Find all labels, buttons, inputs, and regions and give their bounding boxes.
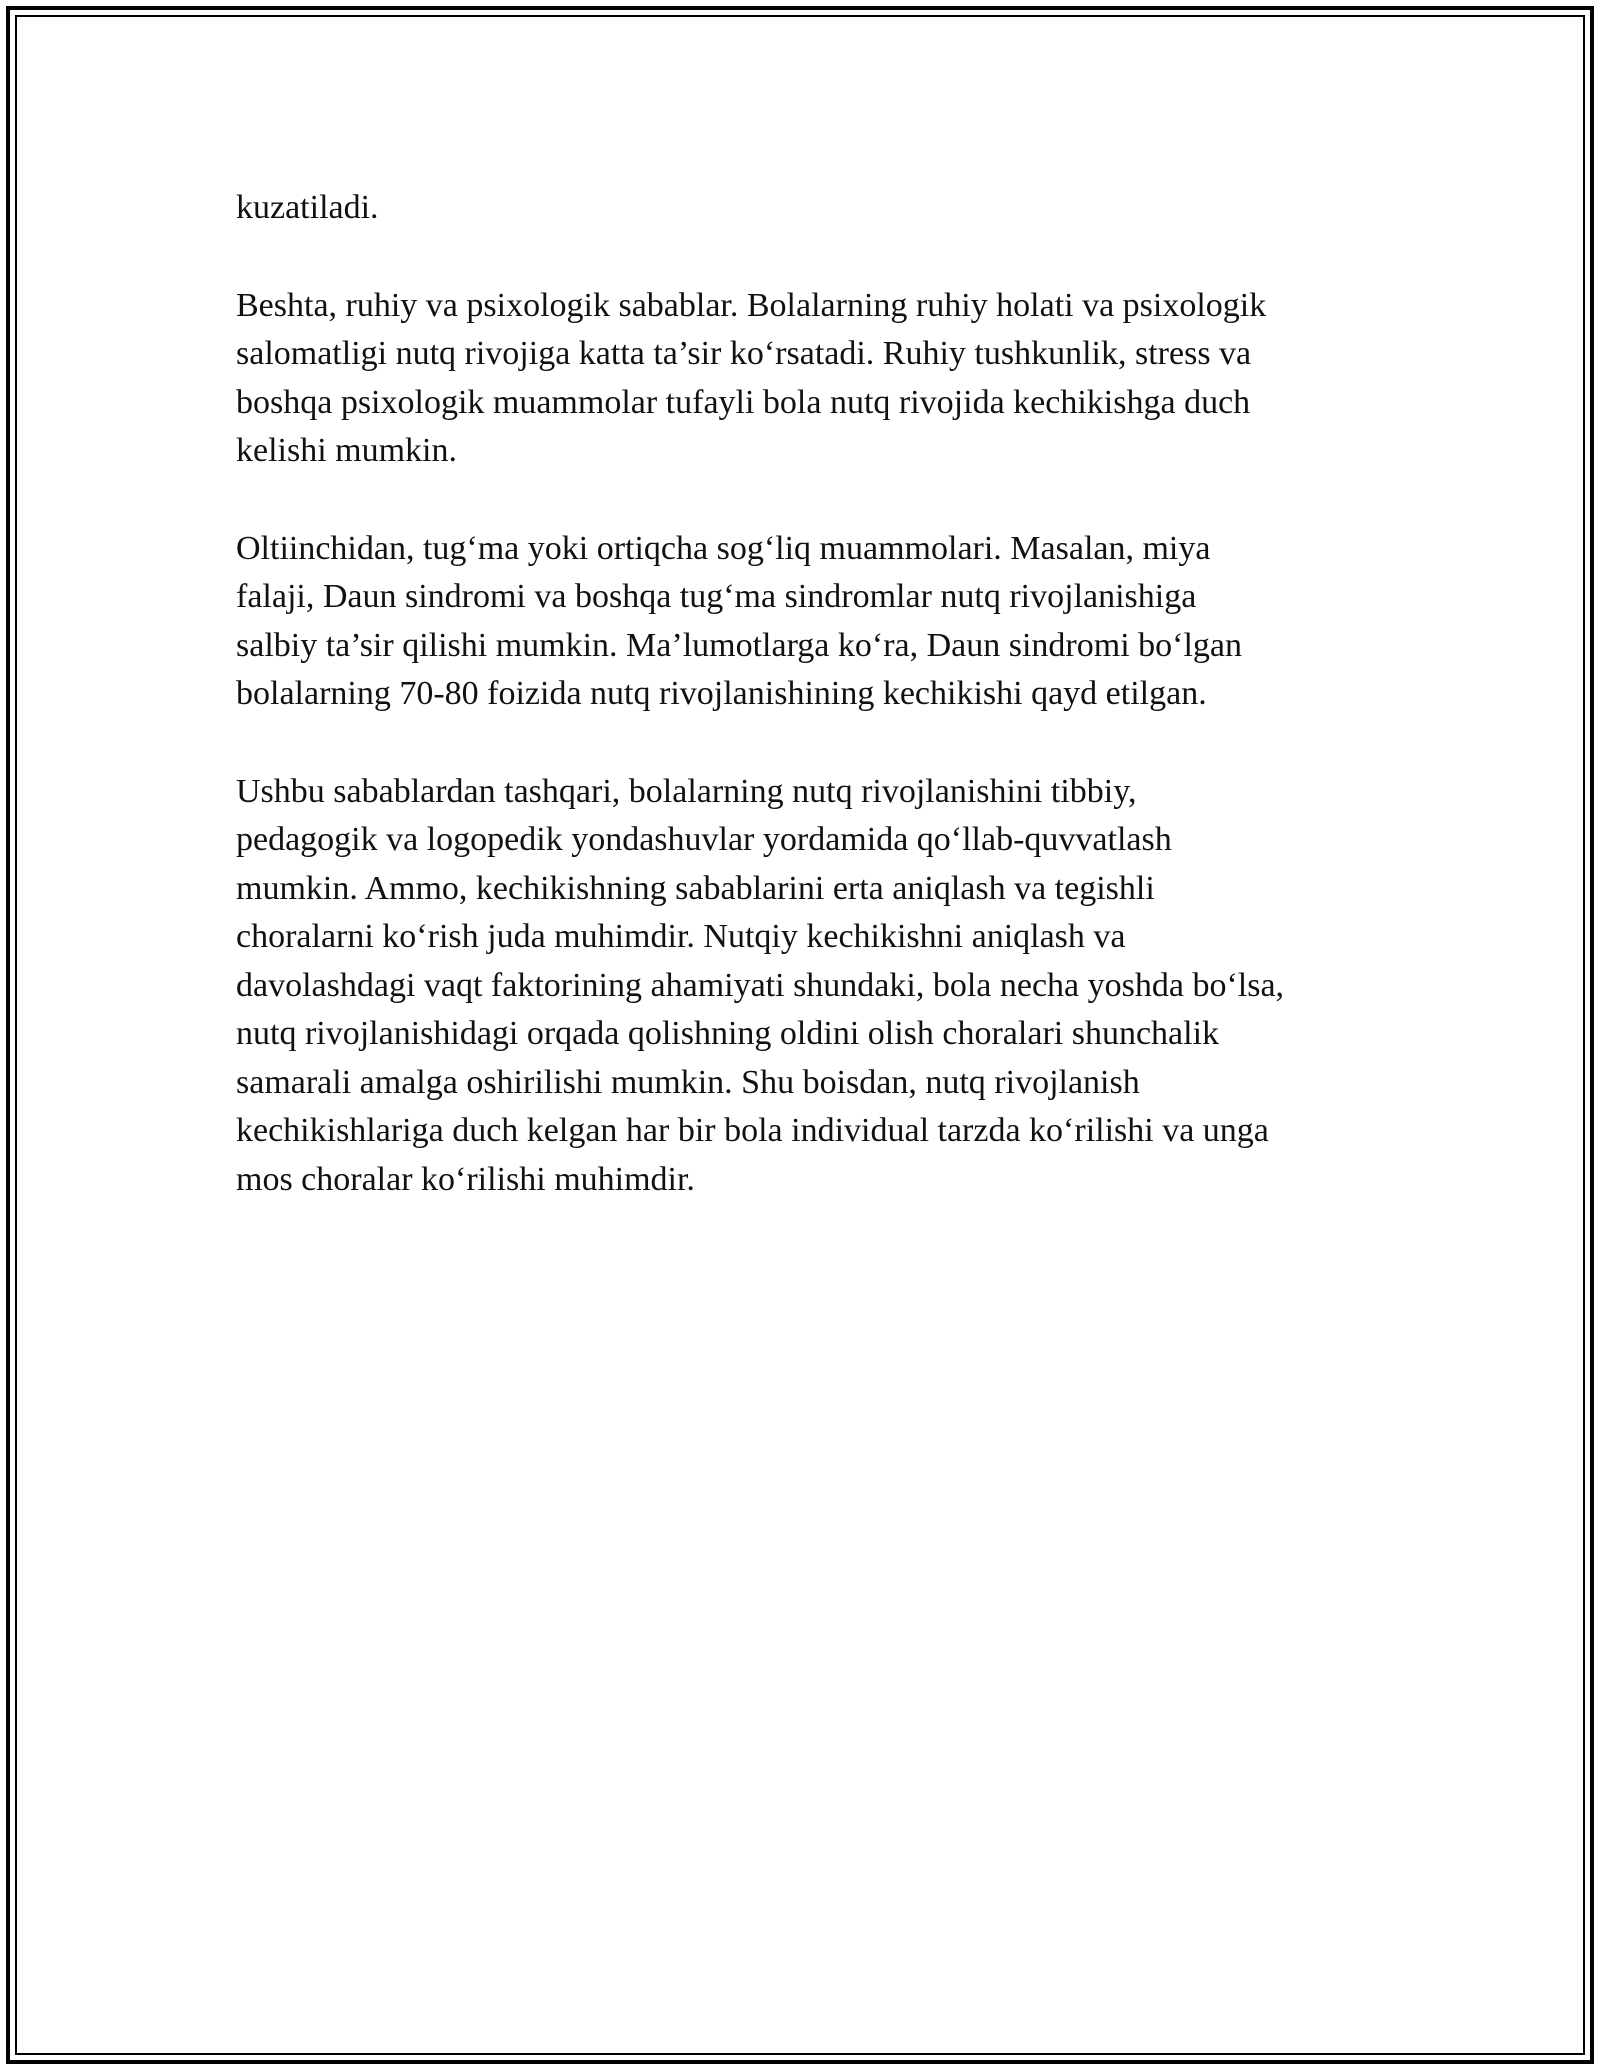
document-body [236, 184, 1366, 1253]
paragraph-conclusion: Ushbu sabablardan tashqari, bolalarning nutq rivojlanishini tibbiy, pedagogik va logopedik yondashuvlar yordamida qo‘llab-quvvatlash mumkin. Ammo, kechikishning sabablarini erta aniqlash va tegishli choralarni ko‘rish juda muhimdir. Nutqiy kechikishni aniqlash va davolashdagi vaqt faktorining ahamiyati shundaki, bola necha yoshda bo‘lsa, nutq rivojlanishidagi orqada qolishning oldini olish choralari shunchalik samarali amalga oshirilishi mumkin. Shu boisdan, nutq rivojlanish kechikishlariga duch kelgan har bir bola individual tarzda ko‘rilishi va unga mos choralar ko‘rilishi muhimdir. [236, 772, 1285, 1198]
paragraph-continuation: kuzatiladi. [236, 189, 379, 226]
paragraph-psychological-causes: Beshta, ruhiy va psixologik sabablar. Bolalarning ruhiy holati va psixologik salomatligi nutq rivojiga katta ta’sir ko‘rsatadi. Ruhiy tushkunlik, stress va boshqa psixologik muammolar tufayli bola nutq rivojida kechikishga duch kelishi mumkin. [236, 286, 1267, 469]
paragraph-congenital-causes: Oltiinchidan, tug‘ma yoki ortiqcha sog‘liq muammolari. Masalan, miya falaji, Daun sindromi va boshqa tug‘ma sindromlar nutq rivojlanishiga salbiy ta’sir qilishi mumkin. Ma’lumotlarga ko‘ra, Daun sindromi bo‘lgan bolalarning 70-80 foizida nutq rivojlanishining kechikishi qayd etilgan. [236, 529, 1243, 712]
